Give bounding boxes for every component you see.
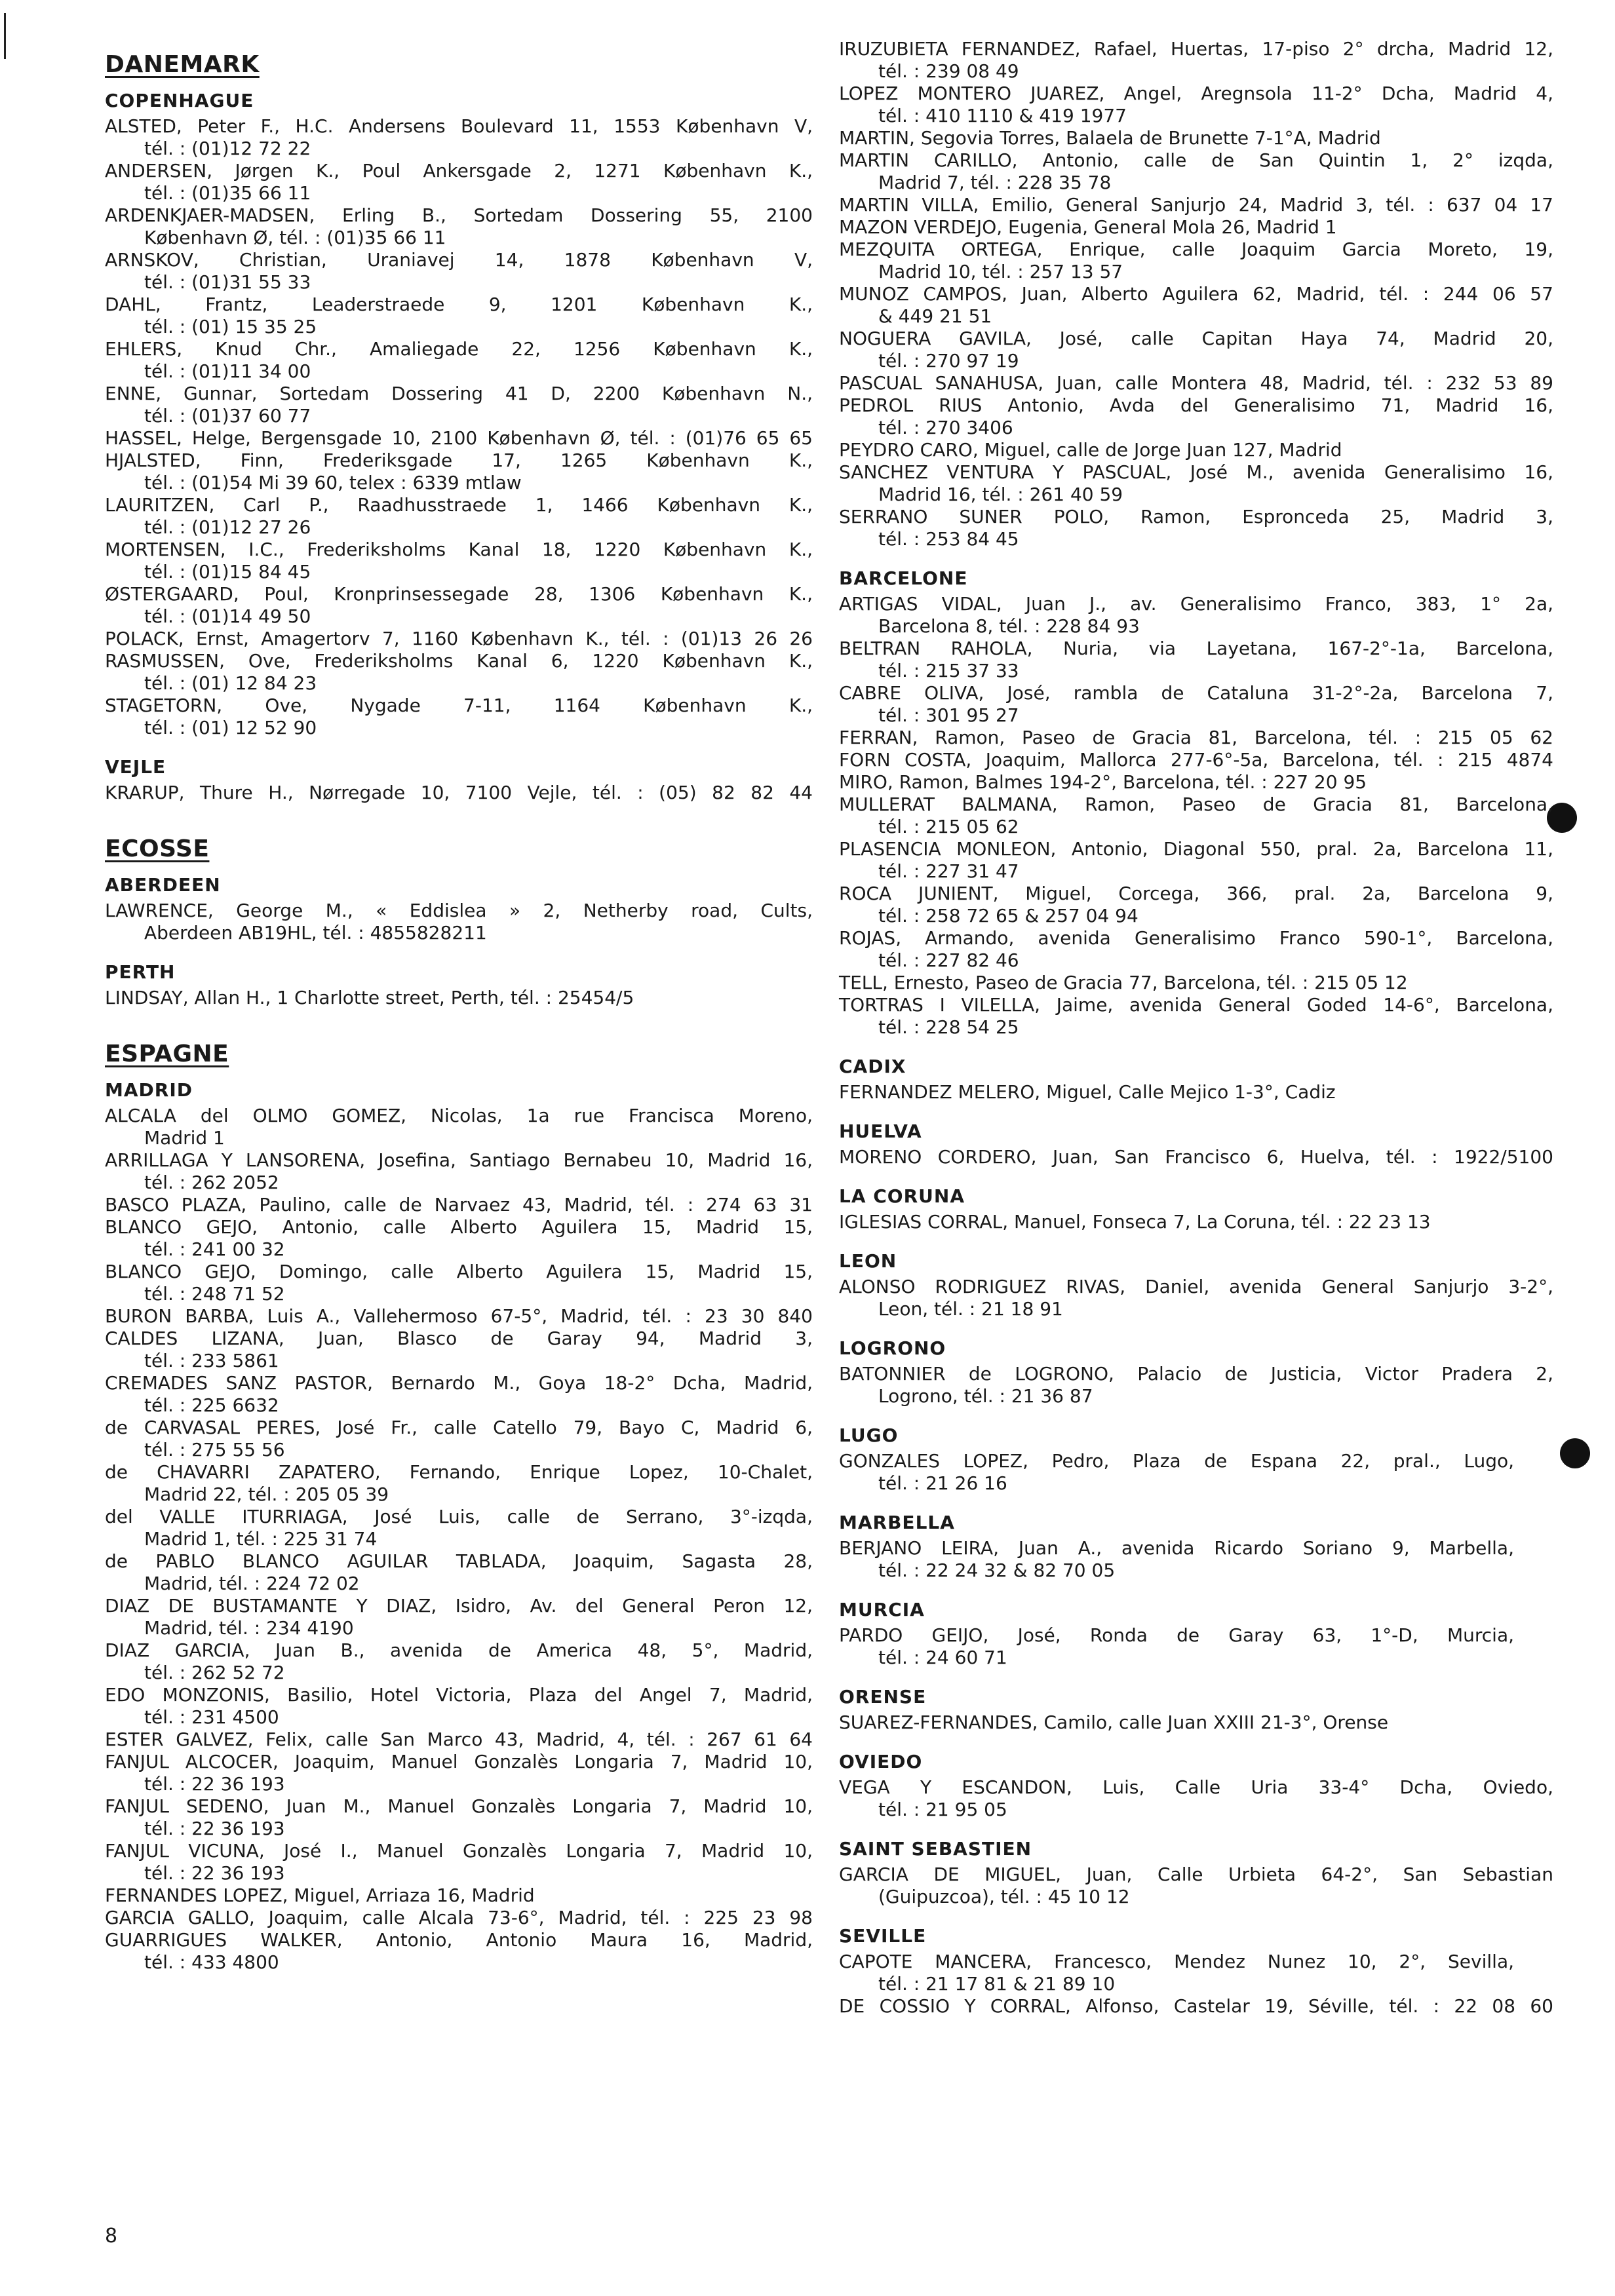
directory-entry bbox=[105, 1216, 813, 1261]
directory-entry bbox=[105, 1194, 813, 1216]
entry-line: DAHL, Frantz, Leaderstraede 9, 1201 København K., bbox=[105, 294, 813, 315]
country-heading: DANEMARK bbox=[105, 51, 260, 78]
entry-line: SUAREZ-FERNANDES, Camilo, calle Juan XXIII 21-3°, Orense bbox=[839, 1712, 1389, 1733]
city-heading: MARBELLA bbox=[839, 1512, 955, 1533]
city-heading: LEON bbox=[839, 1250, 897, 1272]
entry-line: GARCIA DE MIGUEL, Juan, Calle Urbieta 64-2°, San Sebastian bbox=[839, 1864, 1553, 1885]
entry-continuation: tél. : 228 54 25 bbox=[878, 1016, 1019, 1038]
entry-continuation: Madrid, tél. : 224 72 02 bbox=[144, 1573, 360, 1594]
directory-entry bbox=[105, 1305, 813, 1328]
directory-entry bbox=[105, 1684, 813, 1729]
directory-entry bbox=[105, 539, 813, 583]
entry-line: BASCO PLAZA, Paulino, calle de Narvaez 43, Madrid, tél. : 274 63 31 bbox=[105, 1194, 813, 1215]
directory-entry bbox=[105, 1550, 813, 1595]
entry-line: PASCUAL SANAHUSA, Juan, calle Montera 48, Madrid, tél. : 232 53 89 bbox=[839, 372, 1553, 394]
city-heading: CADIX bbox=[839, 1056, 906, 1077]
entry-continuation: tél. : 225 6632 bbox=[144, 1394, 279, 1416]
directory-entry bbox=[105, 204, 813, 249]
directory-entry bbox=[105, 1595, 813, 1639]
directory-entry bbox=[839, 283, 1553, 328]
entry-line: ARRILLAGA Y LANSORENA, Josefina, Santiago Bernabeu 10, Madrid 16, bbox=[105, 1149, 813, 1171]
entry-continuation: tél. : 275 55 56 bbox=[144, 1439, 285, 1461]
entry-continuation: tél. : 21 26 16 bbox=[878, 1472, 1007, 1494]
directory-entry bbox=[839, 1776, 1553, 1821]
entry-continuation: tél. : 24 60 71 bbox=[878, 1647, 1007, 1668]
entry-line: BATONNIER de LOGRONO, Palacio de Justicia, Victor Pradera 2, bbox=[839, 1363, 1553, 1385]
entry-line: PLASENCIA MONLEON, Antonio, Diagonal 550, pral. 2a, Barcelona 11, bbox=[839, 838, 1553, 860]
entry-line: ROJAS, Armando, avenida Generalisimo Franco 590-1°, Barcelona, bbox=[839, 927, 1553, 949]
entry-line: SANCHEZ VENTURA Y PASCUAL, José M., avenida Generalisimo 16, bbox=[839, 461, 1553, 483]
directory-entry bbox=[839, 328, 1553, 372]
entry-line: MEZQUITA ORTEGA, Enrique, calle Joaquim Garcia Moreto, 19, bbox=[839, 239, 1553, 260]
directory-entry bbox=[839, 194, 1553, 216]
entry-continuation: tél. : 239 08 49 bbox=[878, 60, 1019, 82]
entry-continuation: tél. : 233 5861 bbox=[144, 1350, 279, 1371]
page-number: 8 bbox=[105, 2225, 118, 2248]
directory-entry bbox=[839, 883, 1553, 927]
entry-line: GARCIA GALLO, Joaquim, calle Alcala 73-6°, Madrid, tél. : 225 23 98 bbox=[105, 1907, 813, 1928]
left-column bbox=[105, 0, 813, 1974]
directory-entry bbox=[839, 927, 1553, 972]
entry-line: FANJUL ALCOCER, Joaquim, Manuel Gonzalès Longaria 7, Madrid 10, bbox=[105, 1751, 813, 1772]
directory-entry bbox=[105, 900, 813, 944]
entry-continuation: tél. : (01)12 27 26 bbox=[144, 516, 311, 538]
entry-continuation: tél. : 262 52 72 bbox=[144, 1662, 285, 1683]
entry-continuation: tél. : 248 71 52 bbox=[144, 1283, 285, 1305]
directory-entry bbox=[839, 372, 1553, 394]
entry-continuation: tél. : 21 17 81 & 21 89 10 bbox=[878, 1973, 1116, 1995]
entry-line: MAZON VERDEJO, Eugenia, General Mola 26, Madrid 1 bbox=[839, 216, 1337, 238]
entry-continuation: Madrid 22, tél. : 205 05 39 bbox=[144, 1483, 389, 1505]
city-heading: LOGRONO bbox=[839, 1337, 946, 1359]
entry-line: MORTENSEN, I.C., Frederiksholms Kanal 18, 1220 København K., bbox=[105, 539, 813, 560]
entry-line: CREMADES SANZ PASTOR, Bernardo M., Goya 18-2° Dcha, Madrid, bbox=[105, 1372, 813, 1394]
entry-continuation: tél. : 231 4500 bbox=[144, 1706, 279, 1728]
entry-continuation: Madrid, tél. : 234 4190 bbox=[144, 1617, 354, 1639]
entry-continuation: tél. : 21 95 05 bbox=[878, 1799, 1007, 1820]
entry-continuation: Leon, tél. : 21 18 91 bbox=[878, 1298, 1063, 1320]
city-heading: SAINT SEBASTIEN bbox=[839, 1838, 1032, 1860]
entry-line: IRUZUBIETA FERNANDEZ, Rafael, Huertas, 17-piso 2° drcha, Madrid 12, bbox=[839, 38, 1553, 60]
entry-line: de CARVASAL PERES, José Fr., calle Catello 79, Bayo C, Madrid 6, bbox=[105, 1417, 813, 1438]
directory-entry bbox=[105, 1795, 813, 1840]
entry-continuation: tél. : 301 95 27 bbox=[878, 704, 1019, 726]
entry-line: MARTIN CARILLO, Antonio, calle de San Quintin 1, 2° izqda, bbox=[839, 149, 1553, 171]
entry-line: DIAZ GARCIA, Juan B., avenida de America 48, 5°, Madrid, bbox=[105, 1639, 813, 1661]
entry-continuation: tél. : 433 4800 bbox=[144, 1951, 279, 1973]
entry-line: TORTRAS I VILELLA, Jaime, avenida General Goded 14-6°, Barcelona, bbox=[839, 994, 1553, 1016]
directory-entry bbox=[105, 383, 813, 427]
directory-entry bbox=[105, 1929, 813, 1974]
entry-line: FERNANDEZ MELERO, Miguel, Calle Mejico 1-3°, Cadiz bbox=[839, 1081, 1336, 1103]
directory-entry bbox=[105, 1328, 813, 1372]
entry-continuation: tél. : 258 72 65 & 257 04 94 bbox=[878, 905, 1138, 927]
city-heading: ABERDEEN bbox=[105, 874, 221, 896]
entry-line: DE COSSIO Y CORRAL, Alfonso, Castelar 19, Séville, tél. : 22 08 60 bbox=[839, 1995, 1553, 2017]
city-heading: SEVILLE bbox=[839, 1925, 927, 1947]
entry-continuation: tél. : 410 1110 & 419 1977 bbox=[878, 105, 1127, 126]
entry-line: ARDENKJAER-MADSEN, Erling B., Sortedam Dossering 55, 2100 bbox=[105, 204, 813, 226]
country-heading: ECOSSE bbox=[105, 835, 210, 862]
city-heading: OVIEDO bbox=[839, 1751, 923, 1772]
entry-line: ESTER GALVEZ, Felix, calle San Marco 43, Madrid, 4, tél. : 267 61 64 bbox=[105, 1729, 813, 1750]
directory-entry bbox=[105, 650, 813, 695]
entry-continuation: tél. : (01)31 55 33 bbox=[144, 271, 311, 293]
directory-entry bbox=[839, 771, 1553, 794]
entry-continuation: tél. : 253 84 45 bbox=[878, 528, 1019, 550]
directory-entry bbox=[105, 115, 813, 160]
directory-entry bbox=[839, 1211, 1553, 1233]
entry-line: LAURITZEN, Carl P., Raadhusstraede 1, 1466 København K., bbox=[105, 494, 813, 516]
entry-line: MORENO CORDERO, Juan, San Francisco 6, Huelva, tél. : 1922/5100 bbox=[839, 1146, 1553, 1168]
entry-continuation: tél. : 227 31 47 bbox=[878, 860, 1019, 882]
entry-line: ALONSO RODRIGUEZ RIVAS, Daniel, avenida General Sanjurjo 3-2°, bbox=[839, 1276, 1553, 1297]
directory-entry bbox=[105, 1907, 813, 1929]
directory-entry bbox=[839, 506, 1553, 550]
directory-entry bbox=[105, 1639, 813, 1684]
entry-continuation: Madrid 16, tél. : 261 40 59 bbox=[878, 484, 1123, 505]
entry-line: del VALLE ITURRIAGA, José Luis, calle de Serrano, 3°-izqda, bbox=[105, 1506, 813, 1527]
city-heading: PERTH bbox=[105, 961, 176, 983]
entry-continuation: tél. : (01)54 Mi 39 60, telex : 6339 mtlaw bbox=[144, 472, 522, 493]
entry-line: FERRAN, Ramon, Paseo de Gracia 81, Barcelona, tél. : 215 05 62 bbox=[839, 727, 1553, 748]
entry-line: IGLESIAS CORRAL, Manuel, Fonseca 7, La Coruna, tél. : 22 23 13 bbox=[839, 1211, 1431, 1233]
directory-entry bbox=[105, 1261, 813, 1305]
entry-line: CAPOTE MANCERA, Francesco, Mendez Nunez 10, 2°, Sevilla, bbox=[839, 1951, 1514, 1972]
directory-entry bbox=[839, 239, 1553, 283]
entry-line: PEYDRO CARO, Miguel, calle de Jorge Juan 127, Madrid bbox=[839, 439, 1342, 461]
entry-line: ALCALA del OLMO GOMEZ, Nicolas, 1a rue Francisca Moreno, bbox=[105, 1105, 813, 1126]
city-heading: COPENHAGUE bbox=[105, 90, 254, 111]
directory-entry bbox=[105, 1149, 813, 1194]
entry-line: ARTIGAS VIDAL, Juan J., av. Generalisimo Franco, 383, 1° 2a, bbox=[839, 593, 1553, 615]
entry-continuation: Madrid 7, tél. : 228 35 78 bbox=[878, 172, 1112, 193]
entry-line: BLANCO GEJO, Domingo, calle Alberto Aguilera 15, Madrid 15, bbox=[105, 1261, 813, 1282]
directory-entry bbox=[105, 1751, 813, 1795]
entry-line: PEDROL RIUS Antonio, Avda del Generalisimo 71, Madrid 16, bbox=[839, 394, 1553, 416]
entry-line: POLACK, Ernst, Amagertorv 7, 1160 København K., tél. : (01)13 26 26 bbox=[105, 628, 813, 649]
city-heading: VEJLE bbox=[105, 756, 166, 778]
directory-entry bbox=[839, 38, 1553, 83]
entry-line: LINDSAY, Allan H., 1 Charlotte street, Perth, tél. : 25454/5 bbox=[105, 987, 634, 1008]
directory-entry bbox=[105, 1461, 813, 1506]
entry-line: MARTIN, Segovia Torres, Balaela de Brunette 7-1°A, Madrid bbox=[839, 127, 1381, 149]
directory-entry bbox=[839, 1624, 1553, 1669]
directory-entry bbox=[105, 160, 813, 204]
entry-line: FORN COSTA, Joaquim, Mallorca 277-6°-5a, Barcelona, tél. : 215 4874 bbox=[839, 749, 1553, 771]
entry-line: ANDERSEN, Jørgen K., Poul Ankersgade 2, 1271 København K., bbox=[105, 160, 813, 182]
entry-continuation: tél. : (01)35 66 11 bbox=[144, 182, 311, 204]
directory-entry bbox=[839, 216, 1553, 239]
entry-line: EHLERS, Knud Chr., Amaliegade 22, 1256 København K., bbox=[105, 338, 813, 360]
entry-line: CALDES LIZANA, Juan, Blasco de Garay 94, Madrid 3, bbox=[105, 1328, 813, 1349]
entry-line: GONZALES LOPEZ, Pedro, Plaza de Espana 22, pral., Lugo, bbox=[839, 1450, 1514, 1472]
directory-entry bbox=[105, 1105, 813, 1149]
entry-line: KRARUP, Thure H., Nørregade 10, 7100 Vejle, tél. : (05) 82 82 44 bbox=[105, 782, 813, 803]
directory-entry bbox=[839, 682, 1553, 727]
directory-entry bbox=[839, 1537, 1553, 1582]
directory-entry bbox=[105, 427, 813, 450]
entry-line: FANJUL VICUNA, José I., Manuel Gonzalès Longaria 7, Madrid 10, bbox=[105, 1840, 813, 1862]
right-column bbox=[839, 0, 1553, 2018]
entry-continuation: tél. : 215 05 62 bbox=[878, 816, 1019, 837]
entry-line: ALSTED, Peter F., H.C. Andersens Boulevard 11, 1553 København V, bbox=[105, 115, 813, 137]
directory-entry bbox=[839, 1450, 1553, 1495]
entry-continuation: Madrid 10, tél. : 257 13 57 bbox=[878, 261, 1123, 282]
city-heading: HUELVA bbox=[839, 1120, 922, 1142]
punch-hole-bottom bbox=[1560, 1438, 1590, 1468]
entry-line: SERRANO SUNER POLO, Ramon, Espronceda 25, Madrid 3, bbox=[839, 506, 1553, 527]
entry-continuation: Madrid 1 bbox=[144, 1127, 225, 1149]
entry-line: HASSEL, Helge, Bergensgade 10, 2100 København Ø, tél. : (01)76 65 65 bbox=[105, 427, 813, 449]
entry-line: FANJUL SEDENO, Juan M., Manuel Gonzalès Longaria 7, Madrid 10, bbox=[105, 1795, 813, 1817]
entry-line: GUARRIGUES WALKER, Antonio, Antonio Maura 16, Madrid, bbox=[105, 1929, 813, 1951]
directory-entry bbox=[839, 838, 1553, 883]
entry-line: MUNOZ CAMPOS, Juan, Alberto Aguilera 62, Madrid, tél. : 244 06 57 bbox=[839, 283, 1553, 305]
directory-entry bbox=[105, 450, 813, 494]
directory-entry bbox=[105, 1417, 813, 1461]
directory-entry bbox=[839, 972, 1553, 994]
entry-continuation: tél. : (01)14 49 50 bbox=[144, 605, 311, 627]
entry-continuation: & 449 21 51 bbox=[878, 305, 992, 327]
entry-line: de CHAVARRI ZAPATERO, Fernando, Enrique Lopez, 10-Chalet, bbox=[105, 1461, 813, 1483]
entry-line: BERJANO LEIRA, Juan A., avenida Ricardo Soriano 9, Marbella, bbox=[839, 1537, 1514, 1559]
entry-continuation: tél. : (01) 12 52 90 bbox=[144, 717, 317, 738]
entry-line: LOPEZ MONTERO JUAREZ, Angel, Aregnsola 11-2° Dcha, Madrid 4, bbox=[839, 83, 1553, 104]
entry-continuation: tél. : 270 3406 bbox=[878, 417, 1013, 438]
city-heading: LUGO bbox=[839, 1425, 899, 1446]
directory-entry bbox=[105, 494, 813, 539]
directory-entry bbox=[839, 1995, 1553, 2018]
entry-line: BELTRAN RAHOLA, Nuria, via Layetana, 167-2°-1a, Barcelona, bbox=[839, 638, 1553, 659]
entry-line: EDO MONZONIS, Basilio, Hotel Victoria, Plaza del Angel 7, Madrid, bbox=[105, 1684, 813, 1706]
entry-line: VEGA Y ESCANDON, Luis, Calle Uria 33-4° Dcha, Oviedo, bbox=[839, 1776, 1553, 1798]
directory-entry bbox=[105, 695, 813, 739]
entry-line: BLANCO GEJO, Antonio, calle Alberto Aguilera 15, Madrid 15, bbox=[105, 1216, 813, 1238]
directory-entry bbox=[105, 987, 813, 1009]
entry-continuation: tél. : 241 00 32 bbox=[144, 1238, 285, 1260]
directory-entry bbox=[839, 727, 1553, 749]
directory-entry bbox=[839, 794, 1553, 838]
directory-entry bbox=[839, 461, 1553, 506]
directory-entry bbox=[105, 583, 813, 628]
directory-entry bbox=[839, 83, 1553, 127]
directory-entry bbox=[839, 149, 1553, 194]
entry-continuation: tél. : 22 24 32 & 82 70 05 bbox=[878, 1559, 1116, 1581]
entry-continuation: Barcelona 8, tél. : 228 84 93 bbox=[878, 615, 1140, 637]
directory-entry bbox=[105, 1885, 813, 1907]
entry-line: RASMUSSEN, Ove, Frederiksholms Kanal 6, 1220 København K., bbox=[105, 650, 813, 672]
entry-continuation: tél. : (01) 15 35 25 bbox=[144, 316, 317, 337]
entry-line: FERNANDES LOPEZ, Miguel, Arriaza 16, Madrid bbox=[105, 1885, 535, 1906]
entry-continuation: Madrid 1, tél. : 225 31 74 bbox=[144, 1528, 378, 1550]
directory-entry bbox=[839, 749, 1553, 771]
directory-entry bbox=[839, 638, 1553, 682]
entry-line: DIAZ DE BUSTAMANTE Y DIAZ, Isidro, Av. del General Peron 12, bbox=[105, 1595, 813, 1617]
directory-entry bbox=[839, 1276, 1553, 1320]
directory-entry bbox=[105, 338, 813, 383]
entry-continuation: tél. : 270 97 19 bbox=[878, 350, 1019, 372]
entry-line: PARDO GEIJO, José, Ronda de Garay 63, 1°-D, Murcia, bbox=[839, 1624, 1514, 1646]
directory-entry bbox=[105, 1729, 813, 1751]
entry-continuation: tél. : 227 82 46 bbox=[878, 949, 1019, 971]
margin-mark bbox=[4, 13, 6, 59]
city-heading: LA CORUNA bbox=[839, 1185, 965, 1207]
entry-line: BURON BARBA, Luis A., Vallehermoso 67-5°, Madrid, tél. : 23 30 840 bbox=[105, 1305, 813, 1327]
directory-entry bbox=[105, 782, 813, 804]
directory-entry bbox=[105, 1506, 813, 1550]
entry-continuation: Aberdeen AB19HL, tél. : 4855828211 bbox=[144, 922, 487, 944]
directory-entry bbox=[105, 1840, 813, 1885]
entry-continuation: tél. : (01) 12 84 23 bbox=[144, 672, 317, 694]
directory-entry bbox=[105, 628, 813, 650]
entry-continuation: tél. : 22 36 193 bbox=[144, 1862, 285, 1884]
directory-entry bbox=[839, 394, 1553, 439]
city-heading: MURCIA bbox=[839, 1599, 925, 1620]
entry-continuation: (Guipuzcoa), tél. : 45 10 12 bbox=[878, 1886, 1130, 1907]
directory-entry bbox=[839, 1146, 1553, 1168]
entry-line: LAWRENCE, George M., « Eddislea » 2, Netherby road, Cults, bbox=[105, 900, 813, 921]
directory-entry bbox=[105, 294, 813, 338]
entry-line: STAGETORN, Ove, Nygade 7-11, 1164 København K., bbox=[105, 695, 813, 716]
directory-entry bbox=[105, 249, 813, 294]
directory-entry bbox=[839, 1712, 1553, 1734]
directory-entry bbox=[839, 593, 1553, 638]
entry-continuation: tél. : 215 37 33 bbox=[878, 660, 1019, 681]
entry-continuation: tél. : 22 36 193 bbox=[144, 1773, 285, 1795]
directory-entry bbox=[839, 439, 1553, 461]
city-heading: ORENSE bbox=[839, 1686, 927, 1708]
entry-continuation: Logrono, tél. : 21 36 87 bbox=[878, 1385, 1093, 1407]
entry-continuation: tél. : (01)15 84 45 bbox=[144, 561, 311, 583]
entry-line: ARNSKOV, Christian, Uraniavej 14, 1878 København V, bbox=[105, 249, 813, 271]
entry-line: CABRE OLIVA, José, rambla de Cataluna 31-2°-2a, Barcelona 7, bbox=[839, 682, 1553, 704]
entry-continuation: tél. : 22 36 193 bbox=[144, 1818, 285, 1839]
entry-line: MULLERAT BALMANA, Ramon, Paseo de Gracia 81, Barcelona, bbox=[839, 794, 1553, 815]
entry-line: MARTIN VILLA, Emilio, General Sanjurjo 24, Madrid 3, tél. : 637 04 17 bbox=[839, 194, 1553, 216]
entry-continuation: København Ø, tél. : (01)35 66 11 bbox=[144, 227, 446, 248]
city-heading: MADRID bbox=[105, 1079, 193, 1101]
entry-continuation: tél. : (01)11 34 00 bbox=[144, 360, 311, 382]
entry-continuation: tél. : (01)37 60 77 bbox=[144, 405, 311, 427]
country-heading: ESPAGNE bbox=[105, 1041, 229, 1067]
directory-entry bbox=[839, 994, 1553, 1039]
directory-entry bbox=[839, 1951, 1553, 1995]
entry-line: TELL, Ernesto, Paseo de Gracia 77, Barcelona, tél. : 215 05 12 bbox=[839, 972, 1408, 993]
entry-line: ENNE, Gunnar, Sortedam Dossering 41 D, 2200 København N., bbox=[105, 383, 813, 404]
directory-entry bbox=[105, 1372, 813, 1417]
entry-line: MIRO, Ramon, Balmes 194-2°, Barcelona, tél. : 227 20 95 bbox=[839, 771, 1367, 793]
directory-entry bbox=[839, 127, 1553, 149]
entry-line: ROCA JUNIENT, Miguel, Corcega, 366, pral. 2a, Barcelona 9, bbox=[839, 883, 1553, 904]
entry-line: NOGUERA GAVILA, José, calle Capitan Haya 74, Madrid 20, bbox=[839, 328, 1553, 349]
entry-continuation: tél. : (01)12 72 22 bbox=[144, 138, 311, 159]
directory-entry bbox=[839, 1081, 1553, 1103]
entry-line: de PABLO BLANCO AGUILAR TABLADA, Joaquim, Sagasta 28, bbox=[105, 1550, 813, 1572]
entry-continuation: tél. : 262 2052 bbox=[144, 1172, 279, 1193]
directory-entry bbox=[839, 1363, 1553, 1407]
city-heading: BARCELONE bbox=[839, 567, 968, 589]
directory-entry bbox=[839, 1864, 1553, 1908]
entry-line: HJALSTED, Finn, Frederiksgade 17, 1265 København K., bbox=[105, 450, 813, 471]
entry-line: ØSTERGAARD, Poul, Kronprinsessegade 28, 1306 København K., bbox=[105, 583, 813, 605]
